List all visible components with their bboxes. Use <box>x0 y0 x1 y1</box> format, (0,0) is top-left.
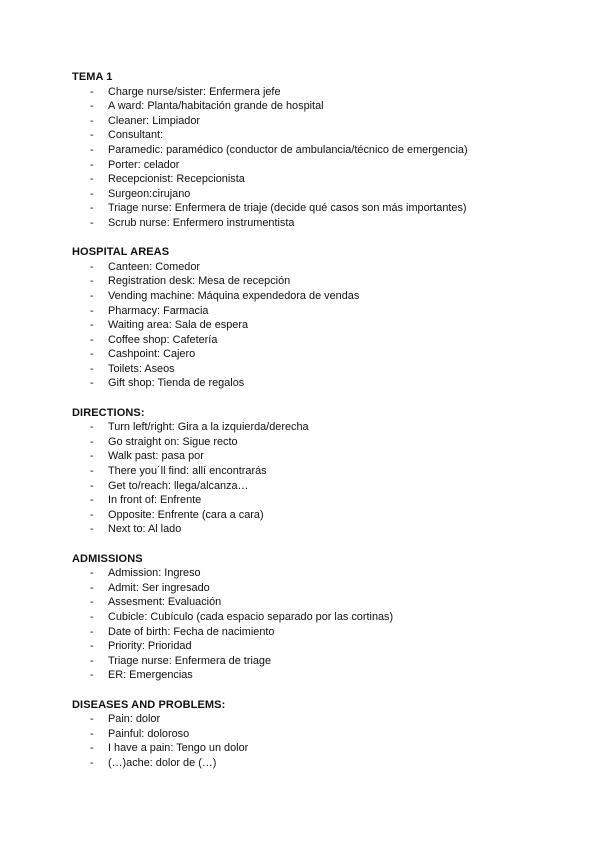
bullet-dash: - <box>90 260 94 273</box>
bullet-dash: - <box>90 435 94 448</box>
list-item-text: Get to/reach: llega/alcanza… <box>108 479 249 492</box>
list-item-text: Next to: Al lado <box>108 523 182 536</box>
list-item <box>72 260 572 275</box>
list-item-text: Turn left/right: Gira a la izquierda/derecha <box>108 421 309 434</box>
item-list <box>72 85 572 231</box>
list-item <box>72 668 572 683</box>
list-item-text: Assesment: Evaluación <box>108 596 222 609</box>
list-item <box>72 610 572 625</box>
bullet-dash: - <box>90 494 94 507</box>
list-item-text: Cubicle: Cubículo (cada espacio separado por las cortinas) <box>108 610 394 623</box>
bullet-dash: - <box>90 173 94 186</box>
list-item-text: Paramedic: paramédico (conductor de ambulancia/técnico de emergencia) <box>108 143 468 156</box>
item-list <box>72 420 572 537</box>
bullet-dash: - <box>90 742 94 755</box>
list-item <box>72 274 572 289</box>
list-item-text: Triage nurse: Enfermera de triaje (decide qué casos son más importantes) <box>108 202 467 215</box>
bullet-dash: - <box>90 508 94 521</box>
list-item <box>72 522 572 537</box>
section <box>72 406 572 537</box>
bullet-dash: - <box>90 581 94 594</box>
bullet-dash: - <box>90 450 94 463</box>
list-item-text: Cleaner: Limpiador <box>108 114 201 127</box>
bullet-dash: - <box>90 202 94 215</box>
bullet-dash: - <box>90 319 94 332</box>
list-item-text: I have a pain: Tengo un dolor <box>108 742 249 755</box>
list-item-text: Surgeon:cirujano <box>108 187 191 200</box>
bullet-dash: - <box>90 216 94 229</box>
list-item <box>72 376 572 391</box>
bullet-dash: - <box>90 596 94 609</box>
list-item <box>72 304 572 319</box>
bullet-dash: - <box>90 333 94 346</box>
bullet-dash: - <box>90 304 94 317</box>
list-item-text: Registration desk: Mesa de recepción <box>108 275 291 288</box>
list-item-text: Canteen: Comedor <box>108 260 201 273</box>
list-item <box>72 158 572 173</box>
section-heading: DISEASES AND PROBLEMS: <box>72 698 226 711</box>
bullet-dash: - <box>90 465 94 478</box>
bullet-dash: - <box>90 654 94 667</box>
bullet-dash: - <box>90 348 94 361</box>
list-item-text: Opposite: Enfrente (cara a cara) <box>108 508 264 521</box>
list-item-text: ER: Emergencias <box>108 669 193 682</box>
bullet-dash: - <box>90 187 94 200</box>
bullet-dash: - <box>90 669 94 682</box>
document-content <box>72 70 572 785</box>
list-item-text: Gift shop: Tienda de regalos <box>108 377 245 390</box>
list-item <box>72 333 572 348</box>
section <box>72 245 572 391</box>
list-item <box>72 464 572 479</box>
list-item <box>72 85 572 100</box>
bullet-dash: - <box>90 567 94 580</box>
list-item-text: Consultant: <box>108 129 164 142</box>
item-list <box>72 260 572 391</box>
list-item <box>72 756 572 771</box>
bullet-dash: - <box>90 114 94 127</box>
bullet-dash: - <box>90 479 94 492</box>
list-item <box>72 318 572 333</box>
list-item-text: Pain: dolor <box>108 713 161 726</box>
list-item <box>72 99 572 114</box>
list-item <box>72 362 572 377</box>
list-item-text: Painful: doloroso <box>108 727 190 740</box>
bullet-dash: - <box>90 523 94 536</box>
item-list <box>72 566 572 683</box>
list-item-text: In front of: Enfrente <box>108 494 202 507</box>
list-item-text: Walk past: pasa por <box>108 450 204 463</box>
bullet-dash: - <box>90 727 94 740</box>
bullet-dash: - <box>90 756 94 769</box>
list-item <box>72 508 572 523</box>
list-item <box>72 435 572 450</box>
list-item <box>72 727 572 742</box>
bullet-dash: - <box>90 158 94 171</box>
list-item <box>72 479 572 494</box>
list-item-text: Waiting area: Sala de espera <box>108 319 249 332</box>
list-item <box>72 201 572 216</box>
list-item <box>72 347 572 362</box>
section-heading: TEMA 1 <box>72 71 113 83</box>
list-item-text: Date of birth: Fecha de nacimiento <box>108 625 275 638</box>
list-item-text: Pharmacy: Farmacia <box>108 304 209 317</box>
bullet-dash: - <box>90 610 94 623</box>
section <box>72 552 572 683</box>
section-heading: ADMISSIONS <box>72 552 143 565</box>
bullet-dash: - <box>90 713 94 726</box>
list-item <box>72 216 572 231</box>
list-item-text: There you´ll find: allí encontrarás <box>108 465 267 478</box>
list-item <box>72 172 572 187</box>
section <box>72 70 572 231</box>
list-item <box>72 712 572 727</box>
item-list <box>72 712 572 770</box>
list-item <box>72 128 572 143</box>
list-item-text: Admit: Ser ingresado <box>108 581 210 594</box>
list-item <box>72 143 572 158</box>
bullet-dash: - <box>90 143 94 156</box>
bullet-dash: - <box>90 377 94 390</box>
bullet-dash: - <box>90 289 94 302</box>
list-item-text: Porter: celador <box>108 158 180 171</box>
list-item-text: Coffee shop: Cafetería <box>108 333 218 346</box>
list-item-text: Vending machine: Máquina expendedora de vendas <box>108 289 360 302</box>
bullet-dash: - <box>90 362 94 375</box>
bullet-dash: - <box>90 85 94 98</box>
list-item <box>72 595 572 610</box>
bullet-dash: - <box>90 640 94 653</box>
bullet-dash: - <box>90 275 94 288</box>
bullet-dash: - <box>90 129 94 142</box>
bullet-dash: - <box>90 100 94 113</box>
list-item-text: Go straight on: Sigue recto <box>108 435 238 448</box>
list-item <box>72 741 572 756</box>
section-heading: HOSPITAL AREAS <box>72 246 170 259</box>
list-item-text: Charge nurse/sister: Enfermera jefe <box>108 85 281 98</box>
list-item-text: Priority: Prioridad <box>108 640 192 653</box>
bullet-dash: - <box>90 421 94 434</box>
list-item-text: Triage nurse: Enfermera de triage <box>108 654 272 667</box>
list-item <box>72 289 572 304</box>
list-item <box>72 449 572 464</box>
list-item-text: Toilets: Aseos <box>108 362 175 375</box>
list-item-text: Scrub nurse: Enfermero instrumentista <box>108 216 295 229</box>
list-item <box>72 493 572 508</box>
section-heading: DIRECTIONS: <box>72 406 145 419</box>
list-item <box>72 420 572 435</box>
section <box>72 698 572 771</box>
list-item <box>72 114 572 129</box>
list-item <box>72 187 572 202</box>
list-item-text: Recepcionist: Recepcionista <box>108 173 245 186</box>
list-item <box>72 625 572 640</box>
list-item-text: Cashpoint: Cajero <box>108 348 196 361</box>
list-item <box>72 654 572 669</box>
list-item-text: A ward: Planta/habitación grande de hospital <box>108 100 324 113</box>
list-item-text: (…)ache: dolor de (…) <box>108 756 217 769</box>
list-item <box>72 639 572 654</box>
list-item <box>72 566 572 581</box>
bullet-dash: - <box>90 625 94 638</box>
list-item <box>72 581 572 596</box>
list-item-text: Admission: Ingreso <box>108 567 201 580</box>
